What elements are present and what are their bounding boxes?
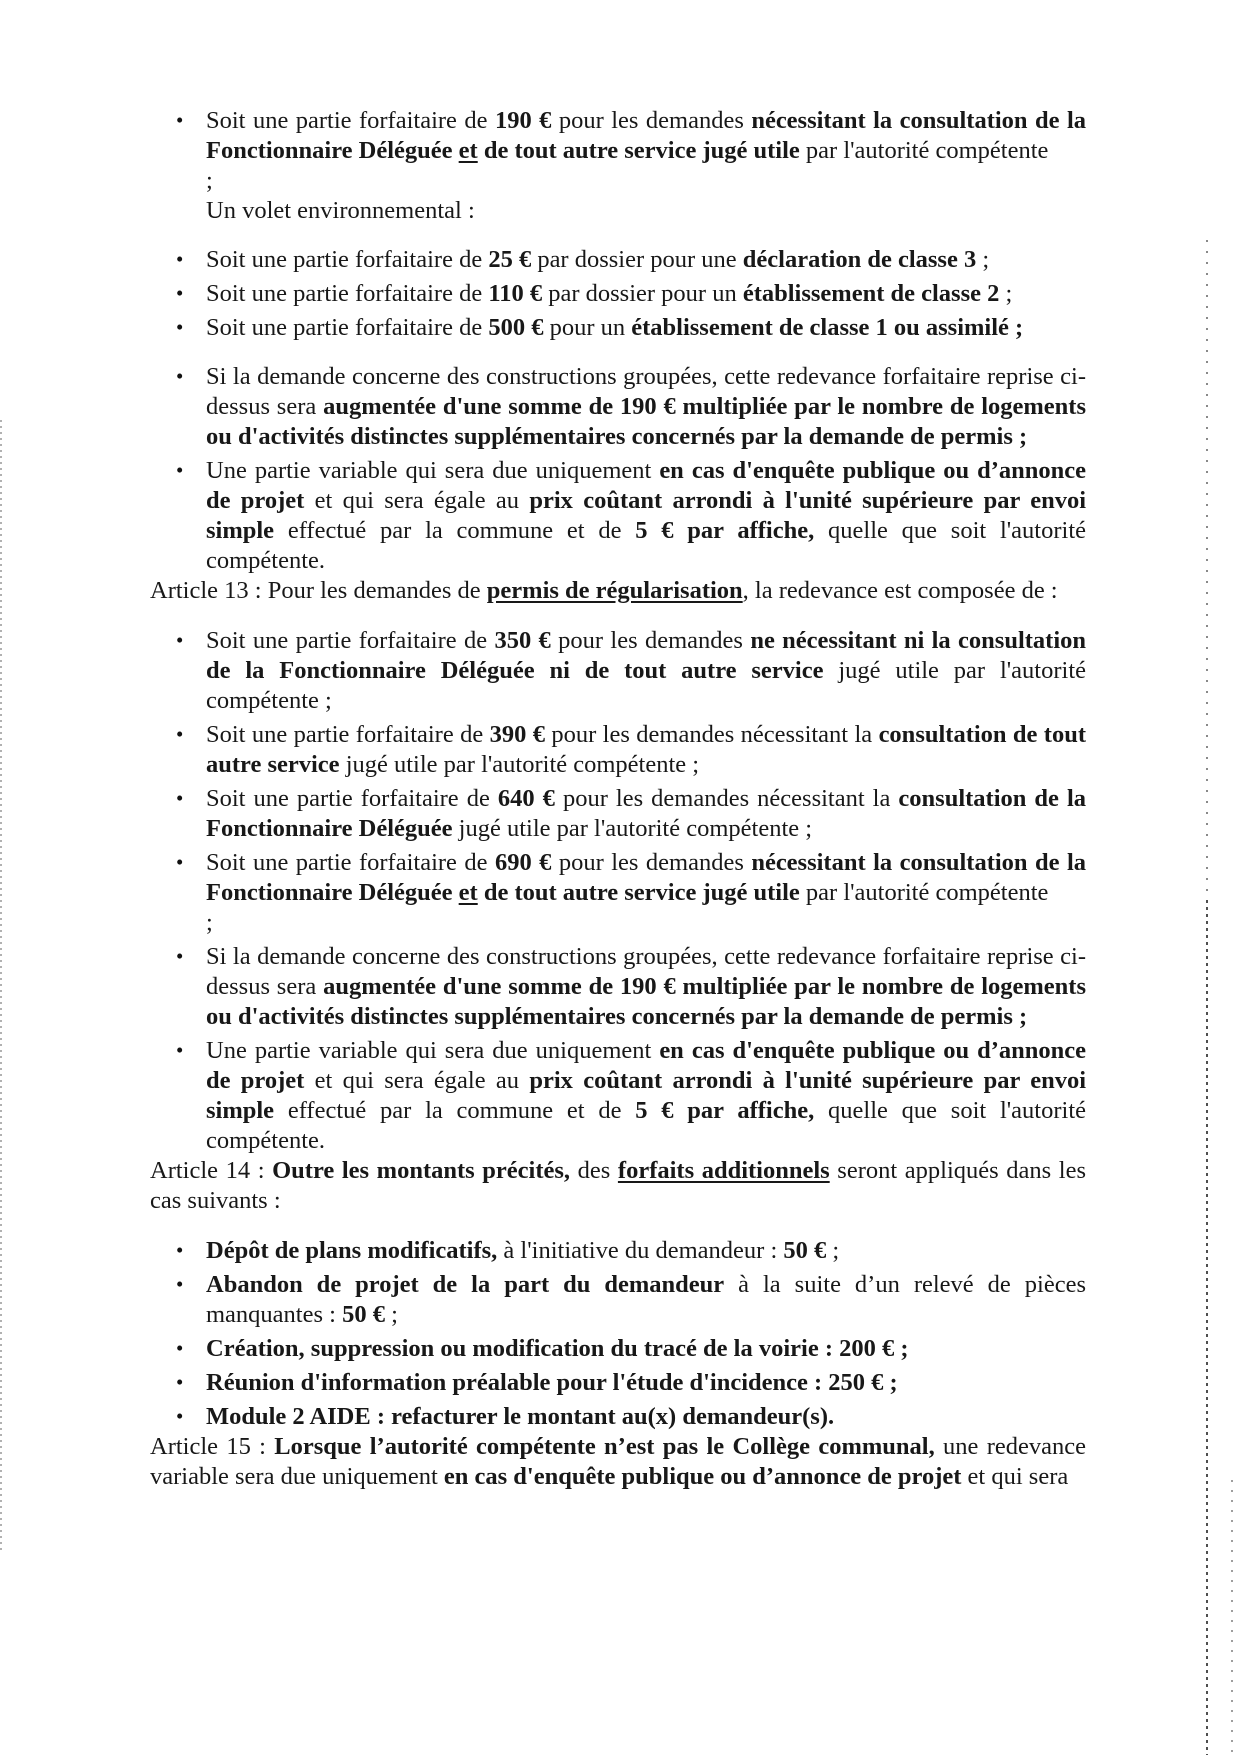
bullet-text <box>206 246 989 273</box>
text-run: Soit une partie forfaitaire de <box>206 107 495 134</box>
text-run: jugé utile par l'autorité compétente ; <box>452 815 813 842</box>
text-run: Une partie variable qui sera due uniquement <box>206 1037 660 1064</box>
text-run: Soit une partie forfaitaire de <box>206 627 495 654</box>
text-run: pour les demandes <box>551 849 752 876</box>
bullet-item <box>150 362 1086 452</box>
text-run: Soit une partie forfaitaire de <box>206 785 498 812</box>
bullet-text <box>206 1369 898 1396</box>
text-run: 110 € <box>488 280 543 307</box>
bullet-text <box>206 1037 1086 1154</box>
scan-artifact-right-edge-dotted-line <box>1231 1480 1233 1755</box>
bullet-item <box>150 1236 1086 1266</box>
text-run: ; <box>206 167 213 194</box>
text-run: Article 14 : <box>150 1157 273 1184</box>
bullet-icon: • <box>176 786 184 810</box>
text-run: et <box>458 137 478 164</box>
text-run: prix coûtant arrondi à l'unité supérieure par envoi simple <box>206 487 1087 544</box>
bullet-item <box>150 626 1086 716</box>
bullet-icon: • <box>176 850 184 874</box>
bullet-icon: • <box>176 1370 184 1394</box>
article-paragraph <box>150 1156 1086 1216</box>
text-run: pour les demandes <box>550 627 751 654</box>
text-run: quelle que soit l'autorité compétente. <box>206 517 1087 574</box>
text-run: Soit une partie forfaitaire de <box>206 246 489 273</box>
text-run: en cas d'enquête publique ou d’annonce de projet <box>206 457 1086 514</box>
text-run: Soit une partie forfaitaire de <box>206 280 489 307</box>
text-run: consultation de tout autre service <box>206 721 1086 778</box>
text-run: ; <box>826 1237 840 1264</box>
bullet-item <box>150 456 1086 576</box>
bullet-icon: • <box>176 1272 184 1296</box>
text-run: ; <box>206 909 213 936</box>
text-run: et qui sera égale au <box>304 1067 530 1094</box>
bullet-text <box>206 363 1086 450</box>
text-run: Abandon de projet de la part du demandeur <box>206 1271 725 1298</box>
text-run: seront appliqués dans les cas suivants : <box>150 1157 1086 1214</box>
text-run: effectué par la commune et de <box>274 1097 636 1124</box>
scan-artifact-right-dotted-line-lower <box>1206 900 1208 1755</box>
bullet-item <box>150 1036 1086 1156</box>
bullet-text <box>206 721 1086 778</box>
text-run: en cas d'enquête publique ou d’annonce de projet <box>206 1037 1086 1094</box>
text-run: Une partie variable qui sera due uniquement <box>206 457 660 484</box>
bullet-item <box>150 720 1086 780</box>
text-run: 50 € <box>783 1237 827 1264</box>
text-run: Si la demande concerne des constructions groupées, cette redevance forfaitaire reprise ci-dessus sera <box>206 363 1086 420</box>
bullet-item <box>150 1334 1086 1364</box>
text-run: Création, suppression ou modification du tracé de la voirie : 200 € ; <box>206 1335 909 1362</box>
bullet-item <box>150 245 1086 275</box>
text-run: et qui sera <box>961 1463 1069 1490</box>
bullet-text <box>206 280 1012 307</box>
text-run: Module 2 AIDE : refacturer le montant au(x) demandeur(s). <box>206 1403 835 1430</box>
bullet-icon: • <box>176 944 184 968</box>
bullet-text <box>206 849 1086 936</box>
text-run: 390 € <box>489 721 545 748</box>
text-run: nécessitant la consultation de la Fonctionnaire Déléguée <box>206 849 1087 906</box>
bullet-text <box>206 1237 839 1264</box>
bullet-group <box>150 362 1086 576</box>
text-run: ; <box>976 246 990 273</box>
text-run: Lorsque l’autorité compétente n’est pas le Collège communal, <box>274 1433 935 1460</box>
bullet-icon: • <box>176 281 184 305</box>
text-run: pour les demandes nécessitant la <box>554 785 899 812</box>
bullet-text <box>206 457 1086 574</box>
scan-artifact-left-dotted-line <box>0 420 2 1550</box>
text-run: établissement de classe 2 <box>742 280 1000 307</box>
text-run: Article 15 : <box>150 1433 275 1460</box>
text-run: par dossier pour une <box>531 246 743 273</box>
text-run: augmentée d'une somme de 190 € multipliée par le nombre de logements ou d'activités distinctes supplémentaires concernés par la demande de permis ; <box>206 393 1087 450</box>
text-run: de tout autre service jugé utile <box>477 137 800 164</box>
text-run: 50 € <box>342 1301 385 1328</box>
text-run: Un volet environnemental : <box>206 197 475 224</box>
bullet-icon: • <box>176 1404 184 1428</box>
bullet-group <box>150 106 1086 226</box>
bullet-item <box>150 279 1086 309</box>
text-run: ne nécessitant ni la consultation de la Fonctionnaire Déléguée ni de tout autre service <box>206 627 1086 684</box>
bullet-group <box>150 1236 1086 1432</box>
bullet-group <box>150 626 1086 1156</box>
bullet-text <box>206 785 1086 842</box>
text-run: ; <box>999 280 1013 307</box>
bullet-item <box>150 106 1086 226</box>
text-run: Soit une partie forfaitaire de <box>206 314 489 341</box>
text-run: augmentée d'une somme de 190 € multipliée par le nombre de logements ou d'activités distinctes supplémentaires concernés par la demande de permis ; <box>206 973 1087 1030</box>
text-run: jugé utile par l'autorité compétente ; <box>206 657 1086 714</box>
text-run: pour les demandes nécessitant la <box>545 721 879 748</box>
bullet-icon: • <box>176 458 184 482</box>
text-run: , la redevance est composée de : <box>742 577 1058 604</box>
article-paragraph <box>150 576 1086 606</box>
text-run: Outre les montants précités, <box>272 1157 571 1184</box>
bullet-item <box>150 1402 1086 1432</box>
bullet-icon: • <box>176 1038 184 1062</box>
text-run: 350 € <box>494 627 551 654</box>
text-run: 190 € <box>494 107 552 134</box>
text-run: par dossier pour un <box>542 280 743 307</box>
text-run: pour un <box>543 314 632 341</box>
bullet-text <box>206 627 1086 714</box>
text-run: effectué par la commune et de <box>274 517 636 544</box>
bullet-group <box>150 245 1086 343</box>
text-run: établissement de classe 1 ou assimilé ; <box>631 314 1024 341</box>
text-run: nécessitant la consultation de la Fonctionnaire Déléguée <box>206 107 1087 164</box>
bullet-icon: • <box>176 628 184 652</box>
document-body <box>150 106 1086 1492</box>
text-run: forfaits additionnels <box>617 1157 830 1184</box>
text-run: 25 € <box>488 246 532 273</box>
text-run: 690 € <box>494 849 552 876</box>
bullet-icon: • <box>176 1336 184 1360</box>
bullet-icon: • <box>176 315 184 339</box>
text-run: par l'autorité compétente <box>799 879 1049 906</box>
bullet-text <box>206 943 1086 1030</box>
bullet-icon: • <box>176 722 184 746</box>
bullet-item <box>150 942 1086 1032</box>
bullet-text <box>206 1403 834 1430</box>
text-run: 640 € <box>497 785 555 812</box>
bullet-icon: • <box>176 108 184 132</box>
bullet-icon: • <box>176 364 184 388</box>
bullet-text <box>206 314 1023 341</box>
text-run: permis de régularisation <box>486 577 743 604</box>
scan-artifact-right-dotted-line-upper <box>1206 240 1208 900</box>
text-run: Si la demande concerne des constructions groupées, cette redevance forfaitaire reprise ci-dessus sera <box>206 943 1086 1000</box>
text-run: 500 € <box>488 314 544 341</box>
bullet-icon: • <box>176 1238 184 1262</box>
bullet-text <box>206 1271 1086 1328</box>
text-run: 5 € par affiche, <box>635 517 815 544</box>
bullet-item <box>150 313 1086 343</box>
text-run: des <box>570 1157 618 1184</box>
text-run: par l'autorité compétente <box>799 137 1049 164</box>
text-run: en cas d'enquête publique ou d’annonce de projet <box>443 1463 962 1490</box>
bullet-item <box>150 848 1086 938</box>
bullet-item <box>150 784 1086 844</box>
text-run: consultation de la Fonctionnaire Déléguée <box>206 785 1087 842</box>
text-run: et <box>458 879 478 906</box>
text-run: à la suite d’un relevé de pièces manquantes : <box>206 1271 1086 1328</box>
text-run: déclaration de classe 3 <box>742 246 977 273</box>
text-run: prix coûtant arrondi à l'unité supérieure par envoi simple <box>206 1067 1087 1124</box>
text-run: jugé utile par l'autorité compétente ; <box>339 751 700 778</box>
text-run: de tout autre service jugé utile <box>477 879 800 906</box>
text-run: Soit une partie forfaitaire de <box>206 721 490 748</box>
text-run: et qui sera égale au <box>304 487 530 514</box>
article-paragraph <box>150 1432 1086 1492</box>
text-run: une redevance variable sera due uniquement <box>150 1433 1086 1490</box>
text-run: Réunion d'information préalable pour l'étude d'incidence : 250 € ; <box>206 1369 898 1396</box>
text-run: pour les demandes <box>551 107 752 134</box>
bullet-text <box>206 1335 909 1362</box>
text-run: 5 € par affiche, <box>635 1097 815 1124</box>
bullet-icon: • <box>176 247 184 271</box>
text-run: Soit une partie forfaitaire de <box>206 849 495 876</box>
text-run: Article 13 : Pour les demandes de <box>150 577 487 604</box>
bullet-item <box>150 1368 1086 1398</box>
text-run: à l'initiative du demandeur : <box>497 1237 784 1264</box>
bullet-item <box>150 1270 1086 1330</box>
text-run: ; <box>384 1301 398 1328</box>
bullet-text <box>206 107 1086 224</box>
text-run: Dépôt de plans modificatifs, <box>206 1237 498 1264</box>
text-run: quelle que soit l'autorité compétente. <box>206 1097 1087 1154</box>
